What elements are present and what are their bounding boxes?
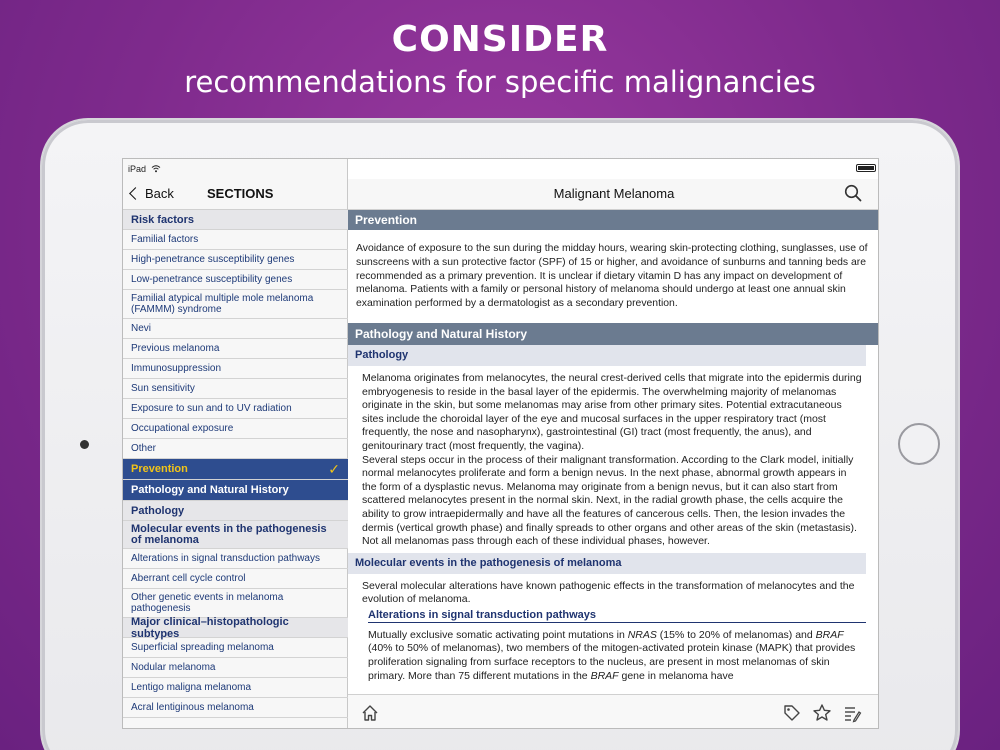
page-title: Malignant Melanoma [553, 186, 675, 201]
signal-text: Mutually exclusive somatic activating point mutations in NRAS (15% to 20% of melanomas) and BRAF (40% to 50% of melanomas), two members of the mitogen-activated protein kinase (MAPK) that provides proliferation signaling from surface receptors to the nucleus, are present in most melanomas of skin primary. More than 75 different mutations in the BRAF gene in melanoma have [368, 628, 856, 682]
star-icon[interactable] [812, 703, 832, 723]
sidebar-item[interactable] [123, 549, 348, 569]
sidebar-item-label: Other genetic events in melanoma pathogenesis [131, 592, 284, 614]
sidebar-item[interactable] [123, 250, 348, 270]
pathology-text-2: Several steps occur in the process of their malignant transformation. According to the Clark model, initially normal melanocytes proliferate and form a benign nevus. In the next phase, abnormal growth appears in the form of a dysplastic nevus. Melanoma may originate from a benign nevus, but it can also start from scattered melanocytes present in the normal skin. Next, in the radial growth phase, the cells acquire the ability to grow intraepidermally and have all the features of cancerous cells. Then, the lesion invades the dermis (vertical growth phase) and finally spreads to other organs and other areas of the skin (metastasis). Not all melanomas pass through each of these individual phases, however. [362, 453, 857, 548]
sidebar-item-label: Acral lentiginous melanoma [131, 702, 254, 713]
sidebar-item[interactable] [123, 359, 348, 379]
search-icon[interactable] [844, 184, 862, 202]
checkmark-icon: ✓ [328, 460, 340, 477]
sidebar-item[interactable] [123, 615, 348, 640]
sidebar-item-label: Lentigo maligna melanoma [131, 682, 252, 693]
sidebar-item[interactable] [123, 399, 348, 419]
subsection-header-pathology: Pathology [348, 345, 866, 366]
sidebar-item-label: Occupational exposure [131, 423, 234, 434]
sidebar-item-label: Aberrant cell cycle control [131, 573, 246, 584]
molecular-text: Several molecular alterations have known pathogenic effects in the transformation of melanocytes and the evolution of melanoma. [362, 579, 855, 606]
sidebar-item[interactable] [123, 210, 348, 230]
sidebar-item-label: Familial atypical multiple mole melanoma (FAMMM) syndrome [131, 293, 314, 315]
sidebar-item-label: Superficial spreading melanoma [131, 642, 274, 653]
sidebar-item[interactable] [123, 638, 348, 658]
content-panel [348, 159, 879, 729]
sidebar-item[interactable] [123, 339, 348, 359]
pathology-body [348, 366, 879, 553]
sidebar-item-label: Nevi [131, 323, 152, 334]
sidebar-item-label: Pathology and Natural History [131, 484, 289, 496]
sidebar-item-label: Immunosuppression [131, 363, 222, 374]
wifi-icon [151, 164, 161, 173]
sidebar-item-label: Low-penetrance susceptibility genes [131, 274, 293, 285]
prevention-text: Avoidance of exposure to the sun during the midday hours, wearing skin-protecting clothing, sunglasses, use of sunscreens with a sun protective factor (SPF) of 15 or higher, and avoidance of sunburns and tanning beds are recommended as a primary prevention. It is unclear if dietary vitamin D has any impact on development of melanoma. Patients with a family or personal history of melanoma should undergo at least one annual skin examination performed by a dermatologist as a secondary prevention. [356, 243, 868, 310]
sidebar-item-label: Pathology [131, 504, 185, 517]
sidebar-item-label: Other [131, 443, 157, 454]
sidebar-item[interactable] [123, 569, 348, 589]
status-bar [123, 159, 879, 179]
sidebar-item-label: Prevention [131, 463, 188, 475]
sidebar-item[interactable] [123, 290, 348, 319]
back-label: Back [145, 186, 174, 201]
sidebar-item[interactable] [123, 678, 348, 698]
back-button[interactable] [131, 186, 174, 201]
section-header-pathology-natural-history: Pathology and Natural History [348, 323, 879, 345]
sidebar-item[interactable] [123, 459, 348, 480]
sidebar-item-label: Alterations in signal transduction pathways [131, 553, 320, 564]
sidebar-item[interactable] [123, 419, 348, 439]
left-navbar [123, 179, 347, 210]
headline-subtitle: recommendations for specific malignancies [184, 65, 816, 99]
sidebar-item-label: Familial factors [131, 234, 199, 245]
camera-icon [80, 440, 89, 449]
sidebar-item[interactable] [123, 230, 348, 250]
sections-list [123, 210, 348, 718]
sidebar-item[interactable] [123, 589, 348, 618]
sections-title: SECTIONS [207, 186, 274, 201]
sidebar-item[interactable] [123, 521, 348, 549]
notes-icon[interactable] [842, 703, 862, 723]
subsubsection-header-signal: Alterations in signal transduction pathways [368, 609, 866, 623]
right-navbar [348, 179, 879, 210]
home-button[interactable] [898, 423, 940, 465]
sidebar-item[interactable] [123, 379, 348, 399]
pathology-text-1: Melanoma originates from melanocytes, the neural crest-derived cells that migrate into the epidermis during embryogenesis to reside in the basal layer of the epidermis. The overwhelming majority of melanomas originate in the skin, but some melanomas may arise from other primary sites. Potential extracutaneous sites include the choroidal layer of the eye and mucosal surfaces in the upper respiratory tract (most frequently, the nose and nasopharynx), gastrointestinal (GI) tract (most frequently, the anus), and genitourinary tract (most frequently, the vagina). [362, 371, 862, 452]
content-body [348, 210, 879, 694]
sidebar-item[interactable] [123, 439, 348, 459]
device-label: iPad [128, 164, 147, 174]
screen [122, 158, 879, 729]
subsection-header-molecular: Molecular events in the pathogenesis of melanoma [348, 553, 866, 574]
sidebar-item[interactable] [123, 480, 348, 501]
sidebar-item[interactable] [123, 270, 348, 290]
sidebar-item-label: Major clinical–histopathologic subtypes [131, 615, 289, 640]
sidebar-item[interactable] [123, 698, 348, 718]
sidebar-item-label: Nodular melanoma [131, 662, 216, 673]
battery-icon [856, 164, 876, 172]
sidebar-item[interactable] [123, 319, 348, 339]
sidebar-item[interactable] [123, 658, 348, 678]
chevron-left-icon [129, 187, 142, 200]
sections-panel [123, 159, 348, 729]
sidebar-item-label: Exposure to sun and to UV radiation [131, 403, 292, 414]
sidebar-item-label: Previous melanoma [131, 343, 220, 354]
sidebar-item-label: Molecular events in the pathogenesis of melanoma [131, 522, 327, 546]
sidebar-item-label: High-penetrance susceptibility genes [131, 254, 295, 265]
sidebar-item[interactable] [123, 501, 348, 521]
home-icon[interactable] [360, 703, 380, 723]
sidebar-item-label: Risk factors [131, 213, 194, 226]
tag-icon[interactable] [782, 703, 802, 723]
headline-title: CONSIDER [391, 19, 609, 60]
headline [0, 20, 1000, 100]
section-header-prevention: Prevention [348, 210, 879, 230]
bottom-toolbar [348, 694, 879, 729]
sidebar-item-label: Sun sensitivity [131, 383, 195, 394]
